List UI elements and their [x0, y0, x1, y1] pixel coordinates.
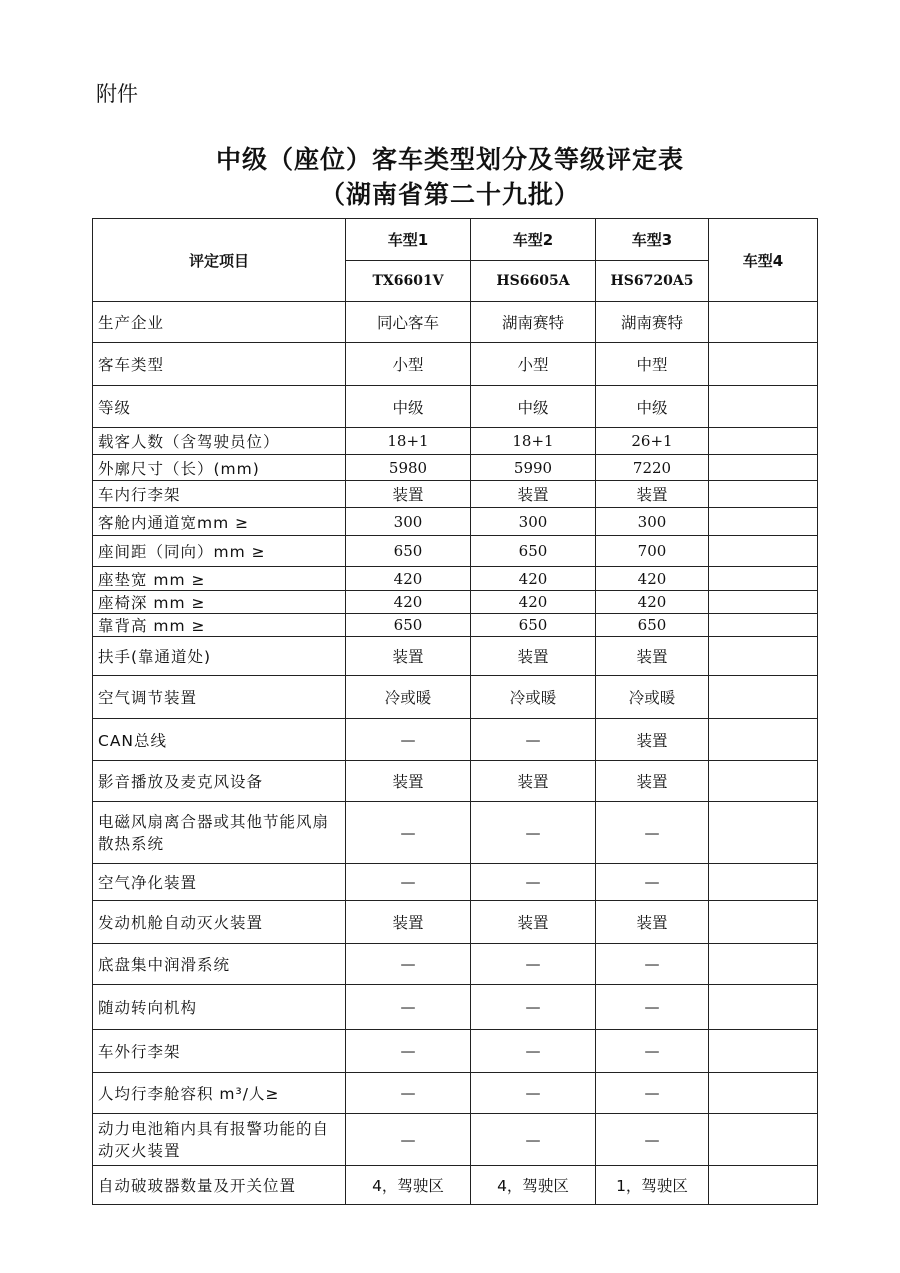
cell-vehicle-2: 300	[471, 508, 596, 536]
cell-vehicle-1: —	[346, 1073, 471, 1114]
cell-vehicle-3: —	[596, 1073, 709, 1114]
row-label: 随动转向机构	[93, 985, 346, 1030]
cell-vehicle-3: 中级	[596, 386, 709, 428]
row-label: 电磁风扇离合器或其他节能风扇散热系统	[93, 802, 346, 864]
table-row	[93, 985, 818, 1030]
cell-vehicle-1: 18+1	[346, 428, 471, 455]
cell-vehicle-2: —	[471, 1030, 596, 1073]
cell-vehicle-4	[709, 567, 818, 591]
cell-vehicle-4	[709, 428, 818, 455]
cell-vehicle-4	[709, 591, 818, 614]
cell-vehicle-4	[709, 386, 818, 428]
table-row	[93, 508, 818, 536]
cell-vehicle-2: 装置	[471, 901, 596, 944]
cell-vehicle-1: 中级	[346, 386, 471, 428]
cell-vehicle-4	[709, 1030, 818, 1073]
cell-vehicle-2: 18+1	[471, 428, 596, 455]
cell-vehicle-1: 650	[346, 614, 471, 637]
cell-vehicle-1: 650	[346, 536, 471, 567]
document-subtitle: （湖南省第二十九批）	[319, 180, 580, 209]
row-label: 等级	[93, 386, 346, 428]
cell-vehicle-2: 小型	[471, 343, 596, 386]
model-2: HS6605A	[471, 261, 596, 302]
cell-vehicle-2: 650	[471, 536, 596, 567]
cell-vehicle-2: —	[471, 719, 596, 761]
cell-vehicle-3: 湖南赛特	[596, 302, 709, 343]
document-title: 中级（座位）客车类型划分及等级评定表	[215, 145, 684, 174]
table-row	[93, 864, 818, 901]
item-header: 评定项目	[93, 219, 346, 302]
cell-vehicle-4	[709, 343, 818, 386]
cell-vehicle-2: 420	[471, 567, 596, 591]
table-row	[93, 343, 818, 386]
cell-vehicle-4	[709, 1073, 818, 1114]
table-row	[93, 428, 818, 455]
cell-vehicle-2: 装置	[471, 637, 596, 676]
table-row	[93, 302, 818, 343]
cell-vehicle-2: 冷或暖	[471, 676, 596, 719]
cell-vehicle-1: —	[346, 944, 471, 985]
cell-vehicle-2: 装置	[471, 761, 596, 802]
cell-vehicle-3: 装置	[596, 719, 709, 761]
cell-vehicle-1: 420	[346, 567, 471, 591]
cell-vehicle-1: —	[346, 1030, 471, 1073]
cell-vehicle-4	[709, 302, 818, 343]
table-row	[93, 614, 818, 637]
cell-vehicle-2: 5990	[471, 455, 596, 481]
cell-vehicle-4	[709, 864, 818, 901]
cell-vehicle-4	[709, 637, 818, 676]
cell-vehicle-4	[709, 614, 818, 637]
cell-vehicle-4	[709, 719, 818, 761]
cell-vehicle-2: 650	[471, 614, 596, 637]
rating-table	[92, 218, 818, 1205]
cell-vehicle-1: —	[346, 1114, 471, 1166]
vehicle-header-2: 车型2	[471, 219, 596, 261]
row-label: 客车类型	[93, 343, 346, 386]
row-label: 人均行李舱容积 m³/人≥	[93, 1073, 346, 1114]
cell-vehicle-4	[709, 761, 818, 802]
cell-vehicle-1: 装置	[346, 481, 471, 508]
cell-vehicle-4	[709, 481, 818, 508]
cell-vehicle-3: —	[596, 944, 709, 985]
row-label: 座椅深 mm ≥	[93, 591, 346, 614]
row-label: 座垫宽 mm ≥	[93, 567, 346, 591]
cell-vehicle-3: 中型	[596, 343, 709, 386]
row-label: 外廓尺寸（长）(mm)	[93, 455, 346, 481]
row-label: 车外行李架	[93, 1030, 346, 1073]
cell-vehicle-2: 4，驾驶区	[471, 1166, 596, 1205]
cell-vehicle-1: 小型	[346, 343, 471, 386]
table-row	[93, 1073, 818, 1114]
cell-vehicle-1: 冷或暖	[346, 676, 471, 719]
cell-vehicle-4	[709, 508, 818, 536]
cell-vehicle-4	[709, 536, 818, 567]
cell-vehicle-4	[709, 1114, 818, 1166]
cell-vehicle-1: 同心客车	[346, 302, 471, 343]
cell-vehicle-4	[709, 676, 818, 719]
row-label: 车内行李架	[93, 481, 346, 508]
table-row	[93, 591, 818, 614]
table-row	[93, 536, 818, 567]
cell-vehicle-2: 420	[471, 591, 596, 614]
vehicle-header-4: 车型4	[709, 219, 818, 302]
cell-vehicle-1: 5980	[346, 455, 471, 481]
table-row	[93, 802, 818, 864]
cell-vehicle-3: 装置	[596, 637, 709, 676]
cell-vehicle-2: 装置	[471, 481, 596, 508]
row-label: 扶手(靠通道处)	[93, 637, 346, 676]
row-label: CAN总线	[93, 719, 346, 761]
cell-vehicle-4	[709, 985, 818, 1030]
table-row	[93, 901, 818, 944]
row-label: 座间距（同向）mm ≥	[93, 536, 346, 567]
cell-vehicle-1: —	[346, 802, 471, 864]
cell-vehicle-1: 装置	[346, 761, 471, 802]
row-label: 发动机舱自动灭火装置	[93, 901, 346, 944]
table-row	[93, 1166, 818, 1205]
cell-vehicle-1: 装置	[346, 637, 471, 676]
table-row	[93, 761, 818, 802]
row-label: 影音播放及麦克风设备	[93, 761, 346, 802]
cell-vehicle-3: —	[596, 1030, 709, 1073]
row-label: 空气调节装置	[93, 676, 346, 719]
cell-vehicle-2: 中级	[471, 386, 596, 428]
cell-vehicle-1: —	[346, 864, 471, 901]
table-row	[93, 637, 818, 676]
row-label: 靠背高 mm ≥	[93, 614, 346, 637]
table-row	[93, 567, 818, 591]
vehicle-header-1: 车型1	[346, 219, 471, 261]
row-label: 底盘集中润滑系统	[93, 944, 346, 985]
cell-vehicle-4	[709, 802, 818, 864]
cell-vehicle-2: —	[471, 985, 596, 1030]
cell-vehicle-3: 300	[596, 508, 709, 536]
cell-vehicle-2: —	[471, 1073, 596, 1114]
cell-vehicle-3: —	[596, 1114, 709, 1166]
cell-vehicle-1: —	[346, 985, 471, 1030]
cell-vehicle-3: 1，驾驶区	[596, 1166, 709, 1205]
cell-vehicle-3: 装置	[596, 761, 709, 802]
table-row	[93, 455, 818, 481]
cell-vehicle-1: —	[346, 719, 471, 761]
cell-vehicle-3: 7220	[596, 455, 709, 481]
table-row	[93, 386, 818, 428]
cell-vehicle-2: —	[471, 802, 596, 864]
cell-vehicle-3: —	[596, 802, 709, 864]
cell-vehicle-1: 装置	[346, 901, 471, 944]
cell-vehicle-1: 300	[346, 508, 471, 536]
cell-vehicle-4	[709, 944, 818, 985]
cell-vehicle-3: 420	[596, 591, 709, 614]
cell-vehicle-3: 装置	[596, 481, 709, 508]
cell-vehicle-3: —	[596, 864, 709, 901]
row-label: 自动破玻器数量及开关位置	[93, 1166, 346, 1205]
cell-vehicle-2: —	[471, 944, 596, 985]
cell-vehicle-3: 装置	[596, 901, 709, 944]
cell-vehicle-4	[709, 901, 818, 944]
row-label: 生产企业	[93, 302, 346, 343]
cell-vehicle-4	[709, 455, 818, 481]
cell-vehicle-4	[709, 1166, 818, 1205]
cell-vehicle-1: 420	[346, 591, 471, 614]
table-row	[93, 944, 818, 985]
cell-vehicle-3: 650	[596, 614, 709, 637]
row-label: 载客人数（含驾驶员位）	[93, 428, 346, 455]
table-row	[93, 719, 818, 761]
attachment-label: 附件	[96, 82, 138, 106]
cell-vehicle-3: —	[596, 985, 709, 1030]
cell-vehicle-3: 700	[596, 536, 709, 567]
cell-vehicle-3: 26+1	[596, 428, 709, 455]
cell-vehicle-3: 冷或暖	[596, 676, 709, 719]
table-row	[93, 1114, 818, 1166]
model-1: TX6601V	[346, 261, 471, 302]
cell-vehicle-3: 420	[596, 567, 709, 591]
row-label: 客舱内通道宽mm ≥	[93, 508, 346, 536]
row-label: 空气净化装置	[93, 864, 346, 901]
table-row	[93, 1030, 818, 1073]
cell-vehicle-2: 湖南赛特	[471, 302, 596, 343]
cell-vehicle-2: —	[471, 864, 596, 901]
table-row	[93, 676, 818, 719]
vehicle-header-3: 车型3	[596, 219, 709, 261]
model-3: HS6720A5	[596, 261, 709, 302]
row-label: 动力电池箱内具有报警功能的自动灭火装置	[93, 1114, 346, 1166]
table-row	[93, 481, 818, 508]
cell-vehicle-1: 4，驾驶区	[346, 1166, 471, 1205]
cell-vehicle-2: —	[471, 1114, 596, 1166]
